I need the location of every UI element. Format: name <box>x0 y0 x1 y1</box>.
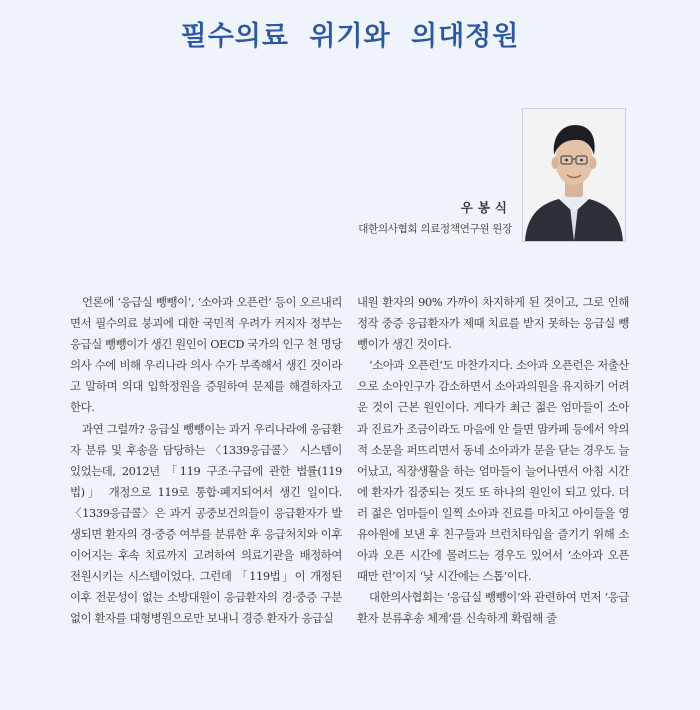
author-name: 우봉식 <box>460 200 512 215</box>
author-affiliation: 대한의사협회 의료정책연구원 원장 <box>358 223 512 235</box>
author-photo <box>522 108 626 242</box>
body-paragraph: 대한의사협회는 ‘응급실 뺑뺑이’와 관련하여 먼저 ‘응급환자 분류후송 체계’를 신속하게 확립해 줄 <box>357 590 629 626</box>
body-paragraph: ‘소아과 오픈런’도 마찬가지다. 소아과 오픈런은 저출산으로 소아인구가 감소하면서 소아과의원을 유지하기 어려운 것이 근본 원인이다. 게다가 최근 젊은 엄마들이 소아과 진료가 조금이라도 마음에 안 들면 맘카페 등에서 악의적 소문을 퍼뜨리면서 동네 소아과가 문을 닫는 경우도 늘어났고, 직장생활을 하는 엄마들이 늘어나면서 아침 시간에 환자가 집중되는 것도 또 하나의 원인이 되고 있다. 더러 젊은 엄마들이 일찍 소아과 진료를 마치고 아이들을 영유아원에 보낸 후 친구들과 브런치타임을 즐기기 위해 소아과 오픈 시간에 몰려드는 경우도 있어서 ‘소아과 오픈 때만 런’이지 ‘낮 시간에는 스톱’이다. <box>357 358 629 584</box>
body-paragraph: 과연 그럴까? 응급실 뺑뺑이는 과거 우리나라에 응급환자 분류 및 후송을 담당하는 〈1339응급콜〉 시스템이 있었는데, 2012년 「119 구조·구급에 관한 법률(119법)」 개정으로 119로 통합·폐지되어서 생긴 일이다. 〈1339응급콜〉은 과거 공중보건의들이 응급환자가 발생되면 환자의 경·중증 여부를 분류한 후 응급처치와 이후 이어지는 후속 치료까지 고려하여 의료기관을 배정하여 전원시키는 시스템이었다. 그런데 「119법」이 개정된 이후 전문성이 없는 소방대원이 응급환자의 경·중증 구분 없이 환자를 대형병원으로만 보내니 경증 환자가 응급실 <box>70 421 342 626</box>
article-title: 필수의료 위기와 의대정원 <box>180 21 520 52</box>
right-column <box>357 292 629 630</box>
body-paragraph: 내원 환자의 90% 가까이 차지하게 된 것이고, 그로 인해 정작 중증 응급환자가 제때 치료를 받지 못하는 응급실 뺑뺑이가 생긴 것이다. <box>357 295 629 352</box>
left-column <box>70 292 342 630</box>
author-portrait-image <box>523 109 625 241</box>
body-paragraph: 언론에 ‘응급실 뺑뺑이’, ‘소아과 오픈런’ 등이 오르내리면서 필수의료 붕괴에 대한 국민적 우려가 커지자 정부는 응급실 뺑뺑이가 생긴 원인이 OECD 국가의 인구 천 명당 의사 수에 비해 우리나라 의사 수가 부족해서 생긴 것이라고 말하며 의대 입학정원을 증원하여 문제를 해결하자고 한다. <box>70 295 342 415</box>
